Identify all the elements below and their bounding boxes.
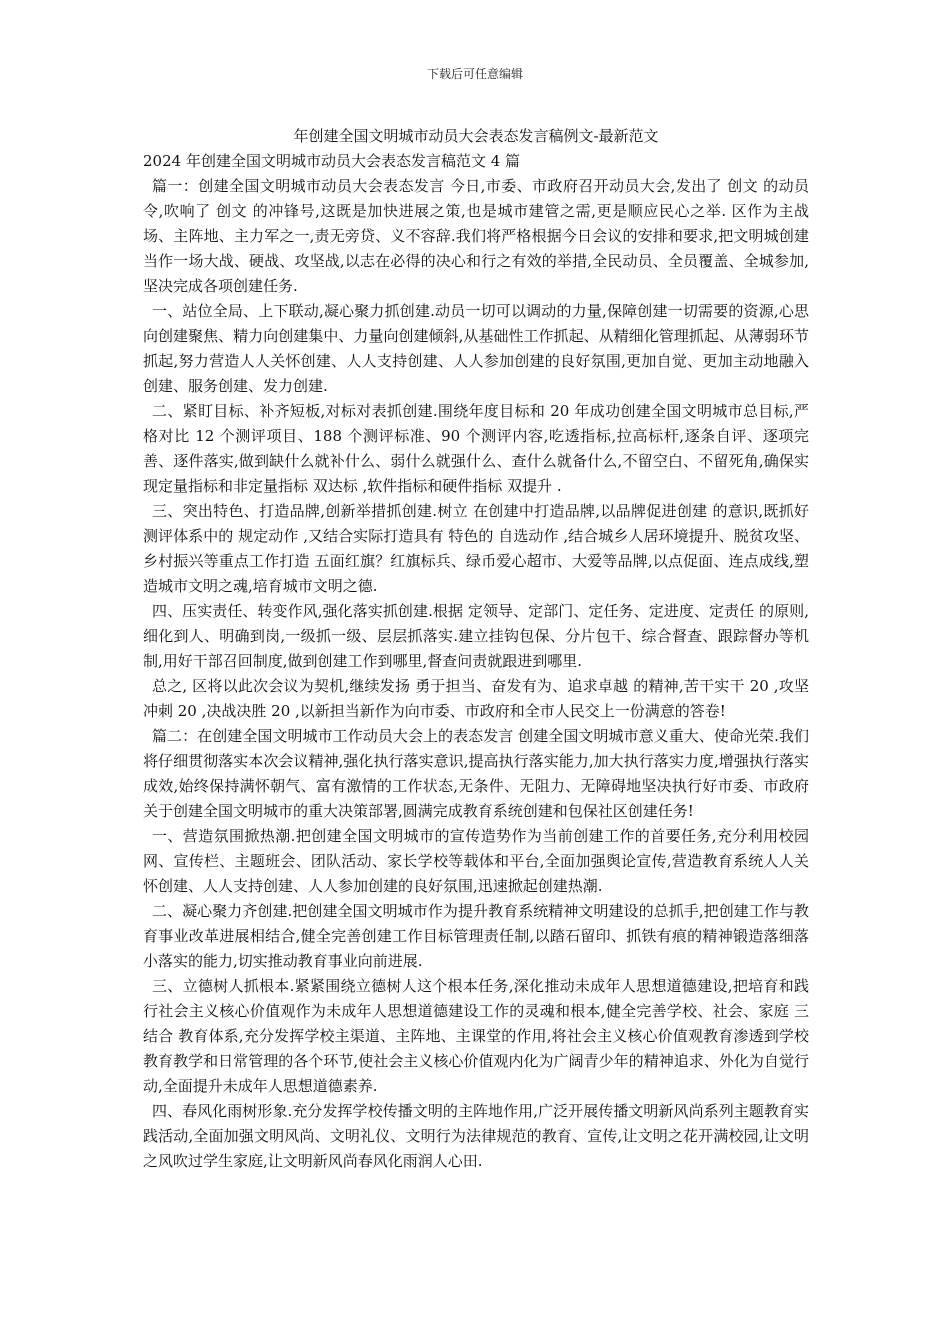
paragraph-1-point-1: 一、站位全局、上下联动,凝心聚力抓创建.动员一切可以调动的力量,保障创建一切需要的资源,心思向创建聚焦、精力向创建集中、力量向创建倾斜,从基础性工作抓起、从精细化管理抓起、从薄弱环节抓起,努力营造人人关怀创建、人人支持创建、人人参加创建的良好氛围,更加自觉、更加主动地融入创建、服务创建、发力创建. — [143, 302, 809, 395]
paragraph-1-point-2: 二、紧盯目标、补齐短板,对标对表抓创建.围绕年度目标和 20 年成功创建全国文明城市总目标,严格对比 12 个测评项目、188 个测评标准、90 个测评内容,吃透指标,拉高标杆,逐条自评、逐项完善、逐件落实,做到缺什么就补什么、弱什么就强什么、查什么就备什么,不留空白、不留死角,确保实现定量指标和非定量指标 双达标 ,软件指标和硬件指标 双提升 . — [143, 402, 809, 495]
document-title: 年创建全国文明城市动员大会表态发言稿例文-最新范文 — [293, 127, 659, 145]
paragraph-1-summary: 总之, 区将以此次会议为契机,继续发扬 勇于担当、奋发有为、追求卓越 的精神,苦干实干 20 ,攻坚冲刺 20 ,决战决胜 20 ,以新担当新作为向市委、市政府和全市人民交上一份满意的答卷! — [143, 677, 809, 720]
header-note: 下载后可任意编辑 — [426, 67, 523, 81]
paragraph-2-point-1: 一、营造氛围掀热潮.把创建全国文明城市的宣传造势作为当前创建工作的首要任务,充分利用校园网、宣传栏、主题班会、团队活动、家长学校等载体和平台,全面加强舆论宣传,营造教育系统人人关怀创建、人人支持创建、人人参加创建的良好氛围,迅速掀起创建热潮. — [143, 827, 809, 895]
paragraph-2-point-3: 三、立德树人抓根本.紧紧围绕立德树人这个根本任务,深化推动未成年人思想道德建设,把培育和践行社会主义核心价值观作为未成年人思想道德建设工作的灵魂和根本,健全完善学校、社会、家庭 三结合 教育体系,充分发挥学校主渠道、主阵地、主课堂的作用,将社会主义核心价值观教育渗透到学校教育教学和日常管理的各个环节,使社会主义核心价值观内化为广阔青少年的精神追求、外化为自觉行动,全面提升未成年人思想道德素养. — [143, 977, 809, 1095]
document-subtitle: 2024 年创建全国文明城市动员大会表态发言稿范文 4 篇 — [143, 152, 521, 170]
paragraph-1-point-4: 四、压实责任、转变作风,强化落实抓创建.根据 定领导、定部门、定任务、定进度、定责任 的原则,细化到人、明确到岗,一级抓一级、层层抓落实.建立挂钩包保、分片包干、综合督查、跟踪督办等机制,用好干部召回制度,做到创建工作到哪里,督查问责就跟进到哪里. — [143, 602, 809, 670]
paragraph-2-point-4: 四、春风化雨树形象.充分发挥学校传播文明的主阵地作用,广泛开展传播文明新风尚系列主题教育实践活动,全面加强文明风尚、文明礼仪、文明行为法律规范的教育、宣传,让文明之花开满校园,让文明之风吹过学生家庭,让文明新风尚春风化雨润人心田. — [143, 1102, 809, 1170]
document-body — [143, 124, 809, 1174]
paragraph-1-point-3: 三、突出特色、打造品牌,创新举措抓创建.树立 在创建中打造品牌,以品牌促进创建 的意识,既抓好测评体系中的 规定动作 ,又结合实际打造具有 特色的 自选动作 ,结合城乡人居环境提升、脱贫攻坚、乡村振兴等重点工作打造 五面红旗？红旗标兵、绿币爱心超市、大爱等品牌,以点促面、连点成线,塑造城市文明之魂,培育城市文明之德. — [143, 502, 809, 595]
paragraph-intro-2: 篇二：在创建全国文明城市工作动员大会上的表态发言 创建全国文明城市意义重大、使命光荣.我们将仔细贯彻落实本次会议精神,强化执行落实意识,提高执行落实能力,加大执行落实力度,增强执行落实成效,始终保持满怀朝气、富有激情的工作状态,无条件、无阻力、无障碍地坚决执行好市委、市政府关于创建全国文明城市的重大决策部署,圆满完成教育系统创建和包保社区创建任务! — [143, 727, 809, 820]
paragraph-intro-1: 篇一：创建全国文明城市动员大会表态发言 今日,市委、市政府召开动员大会,发出了 创文 的动员令,吹响了 创文 的冲锋号,这既是加快进展之策,也是城市建管之需,更是顺应民心之举. 区作为主战场、主阵地、主力军之一,责无旁贷、义不容辞.我们将严格根据今日会议的安排和要求,把文明城创建当作一场大战、硬战、攻坚战,以志在必得的决心和行之有效的举措,全民动员、全员覆盖、全城参加,坚决完成各项创建任务. — [143, 177, 809, 295]
paragraph-2-point-2: 二、凝心聚力齐创建.把创建全国文明城市作为提升教育系统精神文明建设的总抓手,把创建工作与教育事业改革进展相结合,健全完善创建工作目标管理责任制,以踏石留印、抓铁有痕的精神锻造落细落小落实的能力,切实推动教育事业向前进展. — [143, 902, 809, 970]
